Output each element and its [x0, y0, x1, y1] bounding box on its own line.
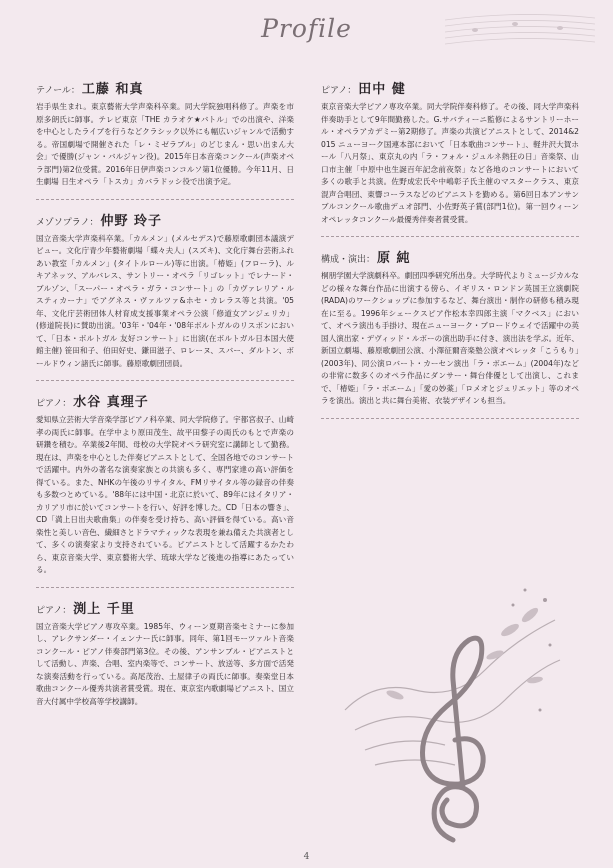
entry-role: ピアノ： [321, 86, 357, 96]
divider [36, 199, 294, 200]
entry-text: 岩手県生まれ。東京藝術大学声楽科卒業。同大学院独唱科修了。声楽を市原多朗氏に師事。テレビ東京「THE カラオケ★バトル」での出演や、洋楽を中心としたライブを行うなどクラシック以外にも幅広いジャンルで活動する。帝国劇場で開催された「レ・ミゼラブル」のどじまん・思い出まん大会」で優勝(ジャン・バルジャン役)。2015年日本音楽コンクール(声楽オペラ部門)第2位受賞。2016年日伊声楽コンコルソ第1位優勝。今年11月、日生劇場 日生オペラ「トスカ」カバラドッシ役で出演予定。 [36, 102, 294, 186]
entry-heading [321, 78, 579, 97]
treble-clef-floral-icon [335, 560, 565, 850]
left-column [36, 78, 294, 708]
entry-heading [36, 598, 294, 617]
entry-name: 水谷 真理子 [73, 395, 149, 410]
entry-heading [36, 391, 294, 410]
entry-name: 田中 健 [358, 82, 406, 97]
entry-name: 原 純 [377, 251, 411, 266]
divider [36, 587, 294, 588]
profile-entry-mizutani [36, 391, 294, 577]
entry-role: ピアノ： [36, 605, 72, 616]
entry-text: 国立音楽大学ピアノ専攻卒業。1985年、ウィーン夏期音楽セミナーに参加し、アレクサンダー・イェンナー氏に師事。同年、第1回モーツァルト音楽コンクール・ピアノ伴奏部門第3位。その後、アンサンブル・ピアニストとして活動し、声楽、合唱、室内楽等で、コンサート、放送等、多方面で活発な演奏活動を行っている。高尾茂治、土屋律子の両氏に師事。奏楽堂日本歌曲コンクール優秀共演者賞受賞。現在、東京室内歌劇場ピアニスト、国立音大付属中学校高等学校講師。 [36, 621, 294, 706]
profile-entry-hara [321, 247, 579, 408]
entry-heading [321, 247, 579, 266]
profile-entry-kudo [36, 78, 294, 189]
page-title: Profile [261, 14, 352, 43]
profile-entry-nakano [36, 210, 294, 371]
entry-text: 東京音楽大学ピアノ専攻卒業。同大学院伴奏科修了。その後、同大学声楽科伴奏助手として9年間勤務した。G.サバティーニ監修によるサントリーホール・オペラアカデミー第2期修了。声楽の共演ピアニストとして、2014&2015 ニューヨーク国連本部において「日本歌曲コンサート」、軽井沢大賀ホール「八月祭」、東京丸の内「ラ・フォル・ジュルネ熱狂の日」音楽祭、山口市主催「中原中也生誕百年記念前夜祭」など各地のコンサートにおいて多くの歌手と共演。佐野成宏氏や中嶋彰子氏主催のマスタークラス、東京混声合唱団、東響コーラスなどのピアニストを勤める。第6回日本アンサンブルコンクール歌曲デュオ部門、小佐野英子賞(部門1位)。第一回ウィーンオペレッタコンクール最優秀伴奏者賞受賞。 [321, 102, 579, 224]
right-column [321, 78, 579, 429]
entry-text: 桐朋学園大学演劇科卒。劇団四季研究所出身。大学時代よりミュージカルなどの様々な舞台作品に出演する傍ら、イギリス・ロンドン英国王立演劇院(RADA)のワークショップに参加するなど、舞台演出・制作の研修も積み現在に至る。1996年シェークスピア作松本幸四郎主演「マクベス」において、オペラ演出も手掛け、現在ニューヨーク・ブロードウェイで活躍中の英国人演出家・デヴィッド・ルボーの演出助手に付き、演出法を学ぶ。近年、新国立劇場、藤原歌劇団公演、小澤征爾音楽塾公演オペレッタ「こうもり」(2003年)、同公演ロバート・カーセン演出「ラ・ボエーム」(2004年)などの非常に数多くのオペラ作品にダンサー・舞台俳優として出演し、これまで、「椿姫」「ラ・ボエーム」「愛の妙薬」「ロメオとジュリエット」等のオペラを演出。演出と共に舞台美術、衣装デザインも担当。 [321, 271, 579, 405]
entry-heading [36, 210, 294, 229]
entry-name: 仲野 玲子 [100, 213, 162, 229]
entry-role: 構成・演出： [321, 255, 376, 265]
entry-role: ピアノ： [36, 399, 72, 409]
entry-heading [36, 78, 294, 97]
entry-name: 工藤 和真 [81, 82, 144, 97]
divider [36, 380, 294, 381]
entry-role: メゾソプラノ： [36, 217, 99, 228]
profile-entry-fuchigami [36, 598, 294, 709]
entry-text: 国立音楽大学声楽科卒業。「カルメン」(メルセデス)で藤原歌劇団本議演デビュー。文化庁青少年藝術劇場「蝶々夫人」(スズキ)、文化庁舞台芸術ふれあい教室「カルメン」(タイトルロール)等に出演。「椿姫」(フローラ)、ルキアネッツ、アルバレス、サントリー・オペラ「リゴレット」でレナード・ブルゾン、「スーパー・オペラ・ガラ・コンサート」の「カヴァレリア・ルスティカーナ」でアグネス・ヴァルツァ&ホセ・カレラス等と共演。'05年、文化庁芸術団体人材育成支援事業オペラ公演「修道女アンジェリカ」(修道院長)に賛助出演。'03年・'04年・'08年ボルトガルのリスボンにおいて、「日本・ボルトガル 友好コンサート」に出演(在ボルトガル日本国大使館主催) 笹田和子、伯田好史、鎌田滋子、ロレーヌ、スバー、ダルトン、ボールドウィン諸氏に師事。藤原歌劇団団員。 [36, 233, 294, 368]
entry-name: 渕上 千里 [73, 601, 135, 617]
profile-entry-tanaka [321, 78, 579, 226]
divider [321, 418, 579, 419]
divider [321, 236, 579, 237]
entry-text: 愛知県立芸術大学音楽学部ピアノ科卒業、同大学院修了。宇都宮叔子、山崎孝の両氏に師事。在学中より原田茂生、故平田黎子の両氏のもとで声楽の研鑽を積む。卒業後2年間、母校の大学院オペラ研究室に講師として勤務。現在は、声楽を中心とした伴奏ピアニストとして、全国各地でのコンサートで活躍中。内外の著名な演奏家族との共演も多く、専門家達の高い評価を得ている。また、NHKの午後のリサイタル、FMリサイタル等の録音の伴奏も多数つとめている。'88年には中国・北京に於いて、89年にはイタリア・カリアリ市に於いてコンサートを行い、好評を博した。CD「日本の響き」、CD「満上日出夫歌曲集」の伴奏を受け持ち、高い評価を得ている。高い音楽性と美しい音色、繊細さとドラマティックな表現を兼ね備えた共演者として、多くの演奏家より支持されている。ピアニストとして活躍するかたわら、東京音楽大学、東京藝術大学、琉球大学など後進の指導にあたっている。 [36, 415, 294, 574]
page-number: 4 [303, 852, 310, 862]
entry-role: テノール： [36, 86, 80, 96]
